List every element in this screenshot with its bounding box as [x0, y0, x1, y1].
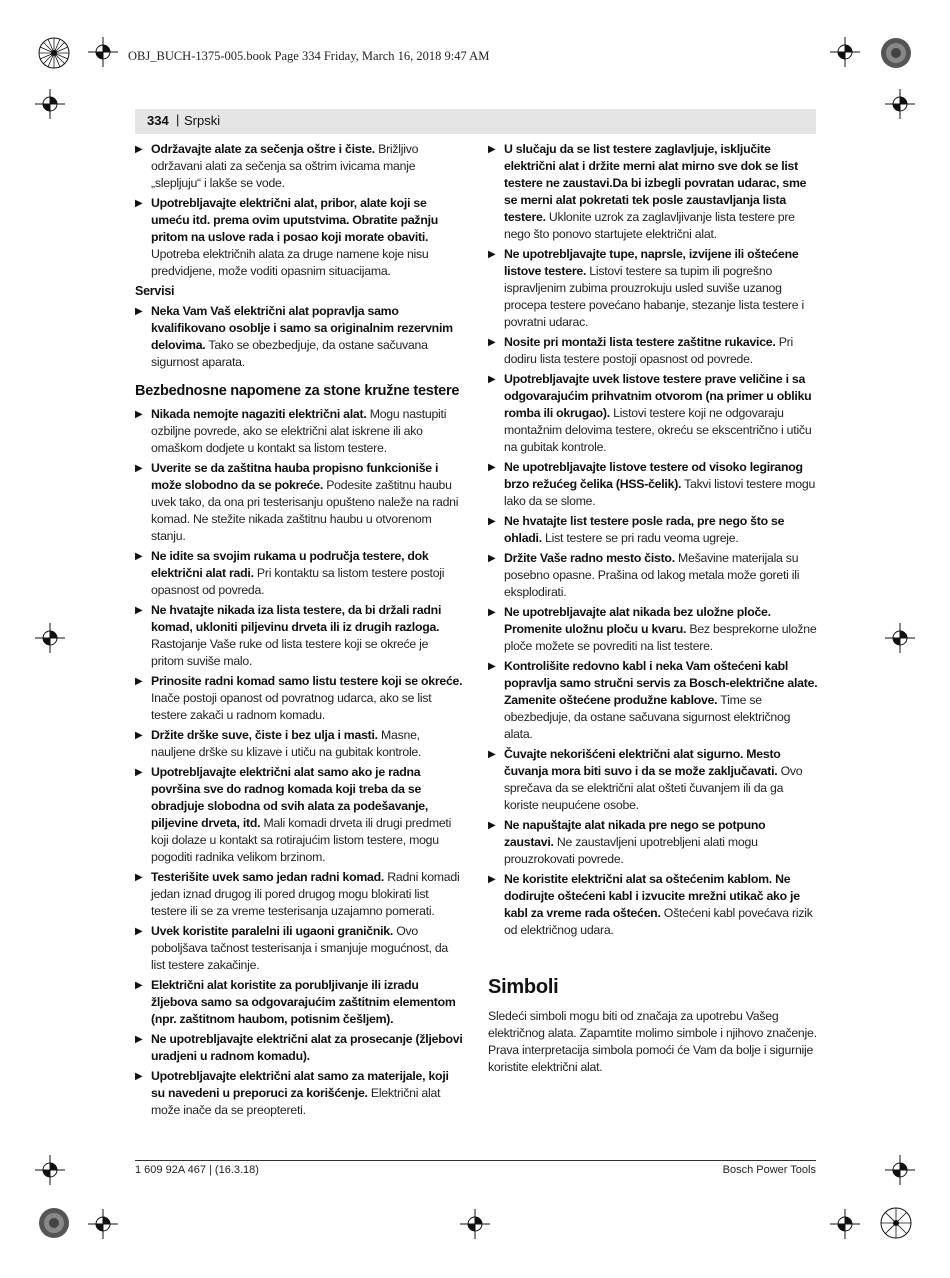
service-items-list: [135, 303, 463, 371]
list-item: [135, 923, 463, 974]
crosshair-mark-icon: [830, 1209, 860, 1239]
list-item: [488, 141, 818, 243]
list-item: [488, 513, 818, 547]
bullet-arrow-icon: ▶: [488, 374, 496, 385]
footer-left-text: 1 609 92A 467 | (16.3.18): [135, 1164, 259, 1176]
list-item: [488, 817, 818, 868]
item-body-text: Inače postoji opanost od povratnog udarca, ako se list testere zakači u radnom komadu.: [151, 691, 432, 722]
right-items-list: [488, 141, 818, 939]
bullet-arrow-icon: ▶: [135, 463, 143, 474]
symbols-title: Simboli: [488, 976, 559, 998]
bullet-arrow-icon: ▶: [488, 607, 496, 618]
item-bold-text: Ne hvatajte nikada iza lista testere, da bi držali radni komad, ukloniti piljevinu drveta ili iz drugih razloga.: [151, 603, 442, 634]
item-bold-text: Uverite se da zaštitna hauba propisno funkcioniše i može slobodno da se pokreće.: [151, 461, 439, 492]
item-bold-text: Ne hvatajte list testere posle rada, pre nego što se ohladi.: [504, 514, 785, 545]
crosshair-mark-icon: [885, 89, 915, 119]
bullet-arrow-icon: ▶: [135, 1034, 143, 1045]
registration-target-icon: [880, 37, 912, 69]
item-body-text: Rastojanje Vaše ruke od lista testere koji se okreće je pritom suviše malo.: [151, 637, 429, 668]
item-bold-text: Uvek koristite paralelni ili ugaoni graničnik.: [151, 924, 394, 938]
list-item: [135, 977, 463, 1028]
item-bold-text: Ne upotrebljavajte listove testere od visoko legiranog brzo režućeg čelika (HSS-čelik).: [504, 460, 803, 491]
item-bold-text: U slučaju da se list testere zaglavljuje, isključite električni alat i držite merni alat mirno sve dok se list testere ne zaustavi.Da bi izbegli povratan udarac, sme se merni alat pokretati tek posle zaustavljanja lista testere.: [504, 142, 807, 224]
item-bold-text: Ne upotrebljavajte tupe, naprsle, izvijene ili oštećene listove testere.: [504, 247, 799, 278]
item-bold-text: Ne idite sa svojim rukama u područja testere, dok električni alat radi.: [151, 549, 429, 580]
item-body-text: Mali komadi drveta ili drugi predmeti koji dolaze u kontakt sa rotirajućim listom testere, mogu pogoditi radnika velikom brzinom.: [151, 816, 452, 864]
item-body-text: Ne zaustavljeni upotrebljeni alati mogu prouzrokovati povrede.: [504, 835, 758, 866]
item-bold-text: Električni alat koristite za porubljivanje ili izradu žljebova samo sa odgovarajućim zaštitnim elementom (npr. zaštitnom haubom, potisnim češljem).: [151, 978, 456, 1026]
item-body-text: Ovo poboljšava tačnost testerisanja i smanjuje mogućnost, da list testere zakačinje.: [151, 924, 449, 972]
item-body-text: Masne, nauljene drške su klizave i utiču na gubitak kontrole.: [151, 728, 422, 759]
item-bold-text: Držite Vaše radno mesto čisto.: [504, 551, 675, 565]
list-item: [135, 602, 463, 670]
bullet-arrow-icon: ▶: [488, 144, 496, 155]
item-body-text: Oštećeni kabl povećava rizik od električnog udara.: [504, 906, 813, 937]
item-body-text: Podesite zaštitnu haubu uvek tako, da ona pri testerisanju opušteno naleže na radni komad. Ne stežite nikada zaštitnu haubu u otvorenom stanju.: [151, 478, 459, 543]
list-item: [135, 764, 463, 866]
top-items-list: [135, 141, 463, 280]
bullet-arrow-icon: ▶: [488, 820, 496, 831]
crosshair-mark-icon: [88, 1209, 118, 1239]
bullet-arrow-icon: ▶: [488, 249, 496, 260]
item-body-text: Radni komadi jedan iznad drugog ili pored drugog mogu blokirati list testere ili se za vreme testerisanja uzajamno pomerati.: [151, 870, 460, 918]
header-separator: |: [176, 112, 180, 127]
bullet-arrow-icon: ▶: [488, 462, 496, 473]
list-item: [488, 334, 818, 368]
list-item: [488, 459, 818, 510]
registration-target-icon: [880, 1207, 912, 1239]
list-item: [135, 303, 463, 371]
bullet-arrow-icon: ▶: [135, 980, 143, 991]
item-body-text: List testere se pri radu veoma ugreje.: [541, 531, 739, 545]
item-bold-text: Neka Vam Vaš električni alat popravlja samo kvalifikovano osoblje i samo sa originalnim rezervnim delovima.: [151, 304, 453, 352]
list-item: [135, 460, 463, 545]
crosshair-mark-icon: [35, 623, 65, 653]
bullet-arrow-icon: ▶: [488, 661, 496, 672]
bullet-arrow-icon: ▶: [135, 1071, 143, 1082]
list-item: [135, 141, 463, 192]
bullet-arrow-icon: ▶: [135, 409, 143, 420]
item-bold-text: Kontrolišite redovno kabl i neka Vam oštećeni kabl popravlja samo stručni servis za Bosch-električne alate. Zamenite oštećene produžne kablove.: [504, 659, 818, 707]
bullet-arrow-icon: ▶: [135, 551, 143, 562]
list-item: [135, 406, 463, 457]
item-bold-text: Testerišite uvek samo jedan radni komad.: [151, 870, 385, 884]
list-item: [135, 195, 463, 280]
item-bold-text: Upotrebljavajte električni alat samo za materijale, koji su navedeni u preporuci za korišćenje.: [151, 1069, 449, 1100]
service-heading: Servisi: [135, 284, 175, 298]
bullet-arrow-icon: ▶: [135, 926, 143, 937]
item-bold-text: Ne upotrebljavajte alat nikada bez uložne ploče. Promenite uložnu ploču u kvaru.: [504, 605, 771, 636]
item-body-text: Upotreba električnih alata za druge namene koje nisu predvidjene, može voditi opasnim situacijama.: [151, 247, 429, 278]
registration-target-icon: [38, 37, 70, 69]
item-body-text: Pri kontaktu sa listom testere postoji opasnost od povreda.: [151, 566, 445, 597]
bullet-arrow-icon: ▶: [135, 676, 143, 687]
item-body-text: Pri dodiru lista testere postoji opasnost od povrede.: [504, 335, 793, 366]
item-body-text: Mešavine materijala su posebno opasne. Prašina od lakog metala može goreti ili eksplodirati.: [504, 551, 800, 599]
item-bold-text: Upotrebljavajte električni alat samo ako je radna površina sve do radnog komada koji treba da se obradjuje slobodna od svih alata za podešavanje, piljevine drveta, itd.: [151, 765, 429, 830]
item-body-text: Bez besprekorne uložne ploče možete se povrediti na list testere.: [504, 622, 817, 653]
page-number: 334: [147, 113, 169, 128]
item-body-text: Brižljivo održavani alati za sečenja sa oštrim ivicama manje „slepljuju“ i lakše se vode.: [151, 142, 419, 190]
crosshair-mark-icon: [830, 37, 860, 67]
bullet-arrow-icon: ▶: [488, 516, 496, 527]
item-bold-text: Ne koristite električni alat sa oštećenim kablom. Ne dodirujte oštećeni kabl i izvucite mrežni utikač ako je kabl za vreme rada oštećen.: [504, 872, 800, 920]
bullet-arrow-icon: ▶: [135, 872, 143, 883]
bullet-arrow-icon: ▶: [488, 749, 496, 760]
list-item: [488, 371, 818, 456]
item-bold-text: Čuvajte nekorišćeni električni alat sigurno. Mesto čuvanja mora biti suvo i da se može zaključavati.: [504, 747, 781, 778]
list-item: [135, 1031, 463, 1065]
list-item: [488, 871, 818, 939]
list-item: [488, 604, 818, 655]
bullet-arrow-icon: ▶: [488, 874, 496, 885]
right-column: [488, 141, 818, 1076]
crosshair-mark-icon: [460, 1209, 490, 1239]
left-column: [135, 141, 463, 1122]
item-bold-text: Ne upotrebljavajte električni alat za prosecanje (žljebovi uradjeni u radnom komadu).: [151, 1032, 463, 1063]
print-info-line: OBJ_BUCH-1375-005.book Page 334 Friday, March 16, 2018 9:47 AM: [128, 49, 490, 63]
list-item: [488, 746, 818, 814]
item-body-text: Električni alat može inače da se preopteretі.: [151, 1086, 441, 1117]
list-item: [135, 727, 463, 761]
list-item: [488, 246, 818, 331]
list-item: [135, 869, 463, 920]
page-header-bar: [135, 109, 816, 134]
item-bold-text: Držite drške suve, čiste i bez ulja i masti.: [151, 728, 378, 742]
item-body-text: Mogu nastupiti ozbiljne povrede, ako se električni alat iskrene ili ako omaškom dodjete u kontakt sa listom testere.: [151, 407, 447, 455]
crosshair-mark-icon: [885, 623, 915, 653]
safety-items-list: [135, 406, 463, 1119]
bullet-arrow-icon: ▶: [135, 306, 143, 317]
item-bold-text: Ne napuštajte alat nikada pre nego se potpuno zaustavi.: [504, 818, 766, 849]
list-item: [135, 548, 463, 599]
item-body-text: Listovi testere sa tupim ili pogrešno ispravljenim zubima prouzrokuju usled suviše uzanog procepa testere povećano habanje, stezanje lista testere i povratni udarac.: [504, 264, 804, 329]
crosshair-mark-icon: [35, 1155, 65, 1185]
footer-right-text: Bosch Power Tools: [722, 1164, 816, 1176]
item-body-text: Ovo sprečava da se električni alat ošteti čuvanjem ili da ga koriste neupućene osobe.: [504, 764, 803, 812]
item-bold-text: Upotrebljavajte uvek listove testere prave veličine i sa odgovarajućim prihvatnim otvorom (na primer u obliku romba ili okrugao).: [504, 372, 812, 420]
header-language: Srpski: [184, 113, 221, 128]
bullet-arrow-icon: ▶: [135, 198, 143, 209]
item-body-text: Listovi testere koji ne odgovaraju montažnim delovima testere, okreću se ekscentrično i utiču na gubitak kontrole.: [504, 406, 812, 454]
bullet-arrow-icon: ▶: [135, 730, 143, 741]
item-body-text: Uklonite uzrok za zaglavljivanje lista testere pre nego što ponovo startujete električni alat.: [504, 210, 795, 241]
bullet-arrow-icon: ▶: [488, 553, 496, 564]
item-body-text: Tako se obezbedjuje, da ostane sačuvana sigurnost aparata.: [151, 338, 428, 369]
list-item: [135, 1068, 463, 1119]
item-bold-text: Održavajte alate za sečenja oštre i čiste.: [151, 142, 375, 156]
crosshair-mark-icon: [35, 89, 65, 119]
bullet-arrow-icon: ▶: [135, 767, 143, 778]
item-bold-text: Nikada nemojte nagaziti električni alat.: [151, 407, 367, 421]
footer-divider: [135, 1160, 816, 1161]
symbols-paragraph: Sledeći simboli mogu biti od značaja za upotrebu Vašeg električnog alata. Zapamtite molimo simbole i njihovo značenje. Prava interpretacija simbola pomoći će Vam da bolje i sigurnije koristite električni alat.: [488, 1009, 817, 1074]
list-item: [488, 658, 818, 743]
crosshair-mark-icon: [885, 1155, 915, 1185]
item-body-text: Time se obezbedjuje, da ostane sačuvana sigurnost električnog alata.: [504, 693, 791, 741]
bullet-arrow-icon: ▶: [488, 337, 496, 348]
item-bold-text: Nosite pri montaži lista testere zaštitne rukavice.: [504, 335, 776, 349]
list-item: [488, 550, 818, 601]
item-body-text: Takvi listovi testere mogu lako da se slome.: [504, 477, 816, 508]
crosshair-mark-icon: [88, 37, 118, 67]
list-item: [135, 673, 463, 724]
bullet-arrow-icon: ▶: [135, 605, 143, 616]
section-title: Bezbednosne napomene za stone kružne testere: [135, 383, 460, 399]
bullet-arrow-icon: ▶: [135, 144, 143, 155]
item-bold-text: Prinosite radni komad samo listu testere koji se okreće.: [151, 674, 463, 688]
registration-target-icon: [38, 1207, 70, 1239]
item-bold-text: Upotrebljavajte električni alat, pribor, alate koji se umeću itd. prema ovim uputstvima. Obratite pažnju pritom na uslove rada i posao koji morate obaviti.: [151, 196, 439, 244]
